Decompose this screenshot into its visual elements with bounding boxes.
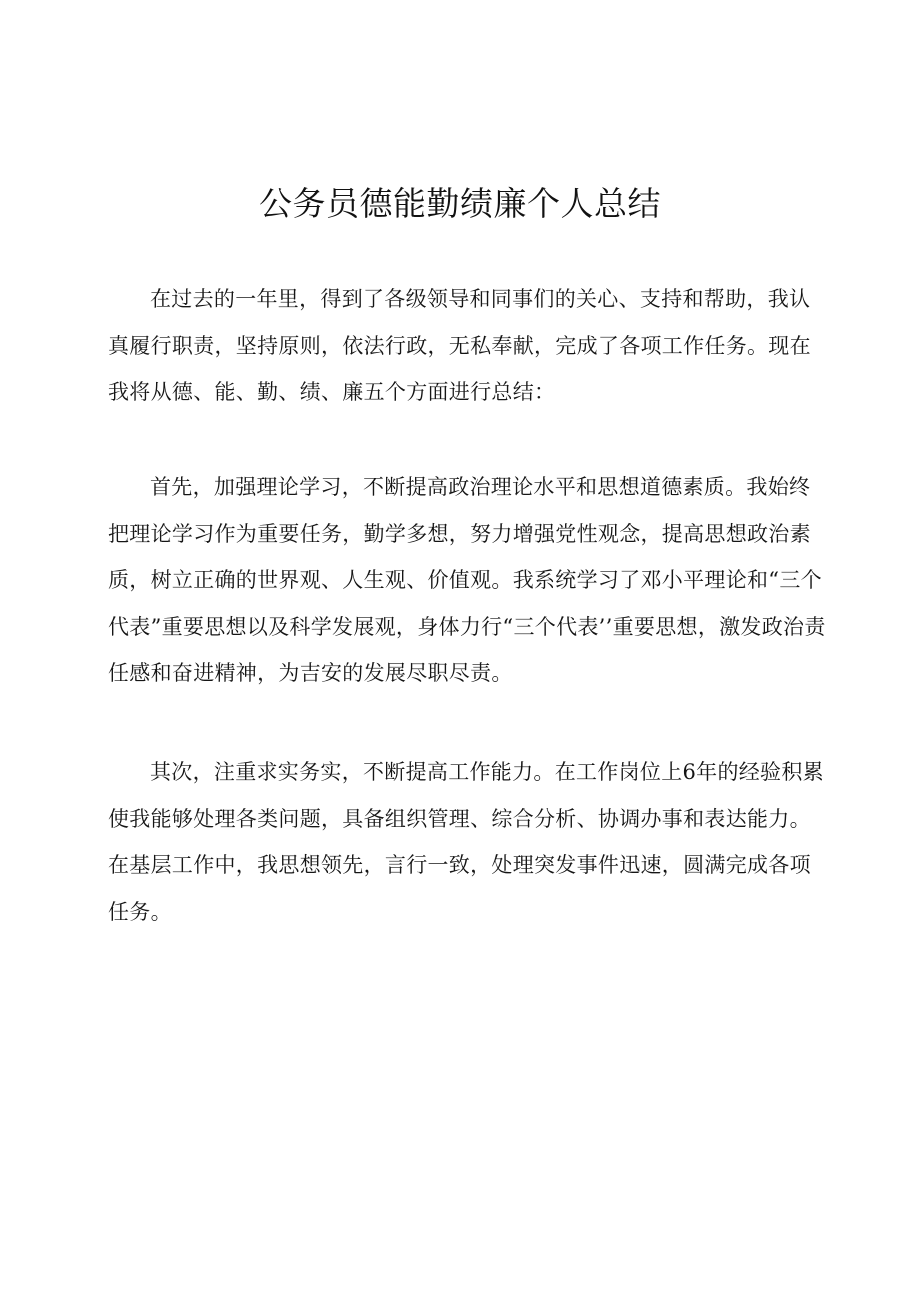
paragraph-second: 其次，注重求实务实，不断提高工作能力。在工作岗位上6年的经验积累使我能够处理各类问题，具备组织管理、综合分析、协调办事和表达能力。在基层工作中，我思想领先，言行一致，处理突发事件迅速，圆满完成各项任务。 xyxy=(108,760,824,924)
paragraph-intro: 在过去的一年里，得到了各级领导和同事们的关心、支持和帮助，我认真履行职责，坚持原则，依法行政，无私奉献，完成了各项工作任务。现在我将从德、能、勤、绩、廉五个方面进行总结： xyxy=(108,287,811,404)
document-title: 公务员德能勤绩廉个人总结 xyxy=(259,184,661,223)
paragraph-first: 首先，加强理论学习，不断提高政治理论水平和思想道德素质。我始终把理论学习作为重要任务，勤学多想，努力增强党性观念，提高思想政治素质，树立正确的世界观、人生观、价值观。我系统学习了邓小平理论和“三个代表”重要思想以及科学发展观，身体力行“三个代表’’重要思想，激发政治责任感和奋进精神，为吉安的发展尽职尽责。 xyxy=(108,475,826,685)
